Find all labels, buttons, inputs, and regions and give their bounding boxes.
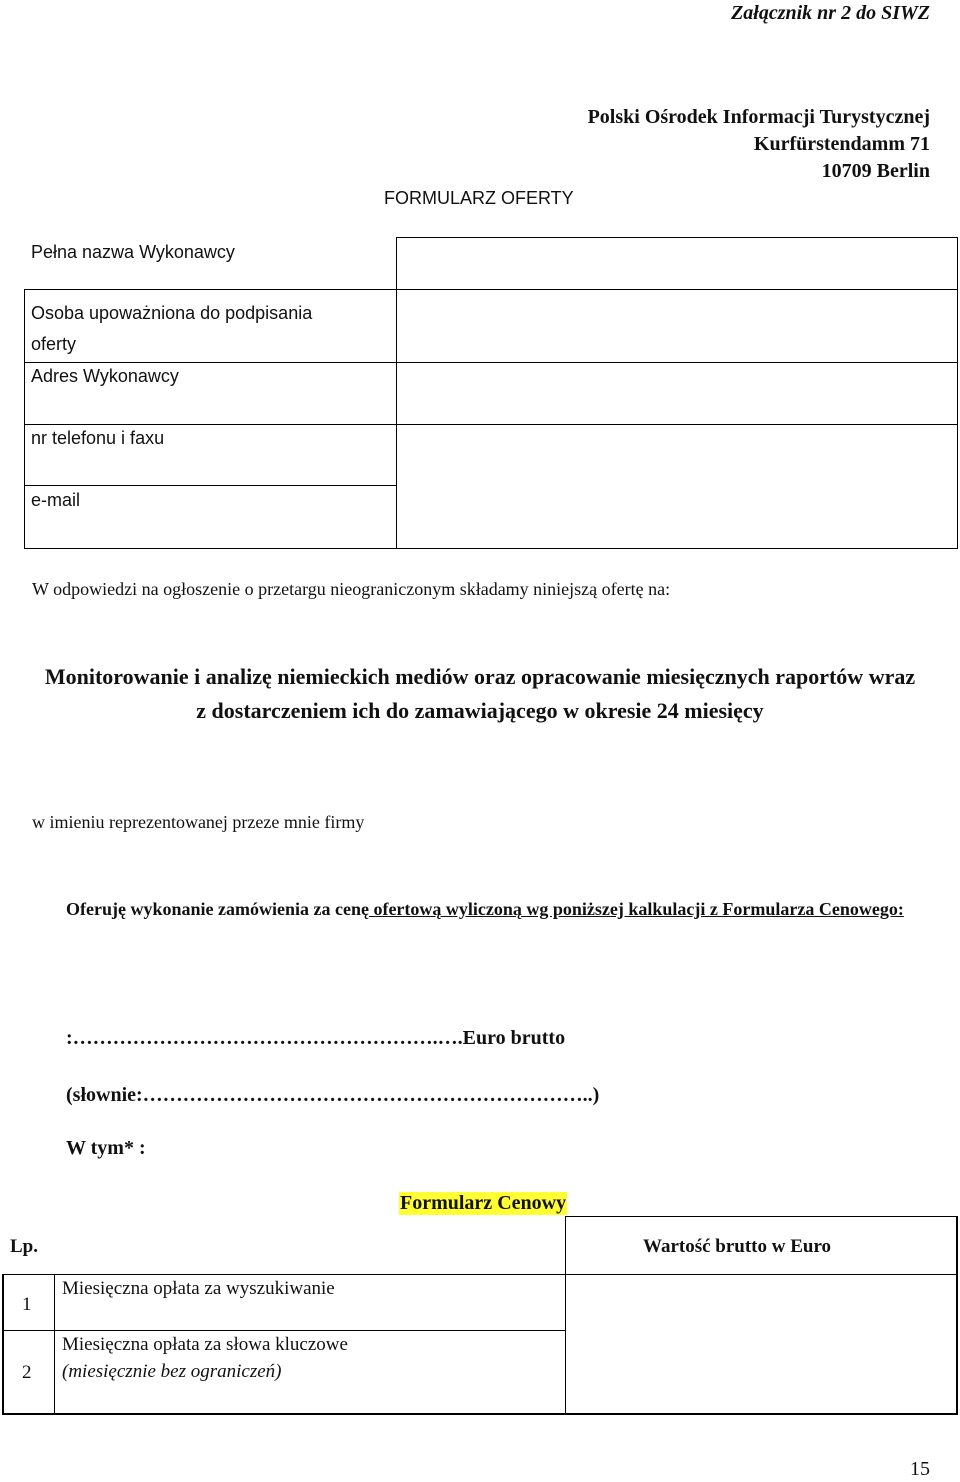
price-field: :……………………………………………….….Euro brutto — [66, 1027, 566, 1049]
contractor-table — [24, 237, 958, 549]
recipient-address — [588, 104, 930, 185]
offer-text-underlined: ofertową wyliczoną wg poniższej kalkulacji z Formularza Cenowego: — [368, 899, 904, 919]
row-1-desc: Miesięczna opłata za wyszukiwanie — [62, 1278, 335, 1299]
tender-subject: Monitorowanie i analizę niemieckich mediów oraz opracowanie miesięcznych raportów wraz z dostarczeniem ich do zamawiającego w okresie 24 miesięcy — [44, 664, 916, 723]
row-2-lp: 2 — [22, 1362, 32, 1383]
price-in-words-field: (słownie:…………………………………………………………..) — [66, 1084, 600, 1106]
form-title: FORMULARZ OFERTY — [384, 188, 574, 208]
annex-label: Załącznik nr 2 do SIWZ — [731, 2, 930, 24]
page-number: 15 — [910, 1458, 930, 1480]
including-label: W tym* : — [66, 1137, 146, 1159]
col-lp-header: Lp. — [10, 1236, 38, 1257]
intro-text: W odpowiedzi na ogłoszenie o przetargu nieograniczonym składamy niniejszą ofertę na: — [32, 579, 671, 599]
row-2-desc: Miesięczna opłata za słowa kluczowe — [62, 1334, 348, 1355]
recipient-name: Polski Ośrodek Informacji Turystycznej — [587, 106, 930, 128]
label-email: e-mail — [31, 490, 81, 510]
recipient-street: Kurfürstendamm 71 — [753, 133, 930, 155]
recipient-city: 10709 Berlin — [821, 160, 930, 182]
col-value-header: Wartość brutto w Euro — [643, 1236, 832, 1257]
row-2-note: (miesięcznie bez ograniczeń) — [62, 1361, 282, 1382]
label-address: Adres Wykonawcy — [31, 366, 179, 386]
label-full-name: Pełna nazwa Wykonawcy — [31, 242, 235, 262]
offer-statement — [66, 895, 932, 924]
on-behalf-text: w imieniu reprezentowanej przeze mnie firmy — [32, 812, 365, 832]
label-phone-fax: nr telefonu i faxu — [31, 428, 165, 448]
offer-text: Oferuję wykonanie zamówienia za cenę — [66, 899, 369, 919]
price-table — [2, 1216, 958, 1416]
price-form-title: Formularz Cenowy — [400, 1192, 567, 1214]
label-authorized-person: Osoba upoważniona do podpisania — [31, 303, 313, 323]
row-1-lp: 1 — [22, 1294, 32, 1315]
label-authorized-person-cont: oferty — [31, 334, 77, 354]
